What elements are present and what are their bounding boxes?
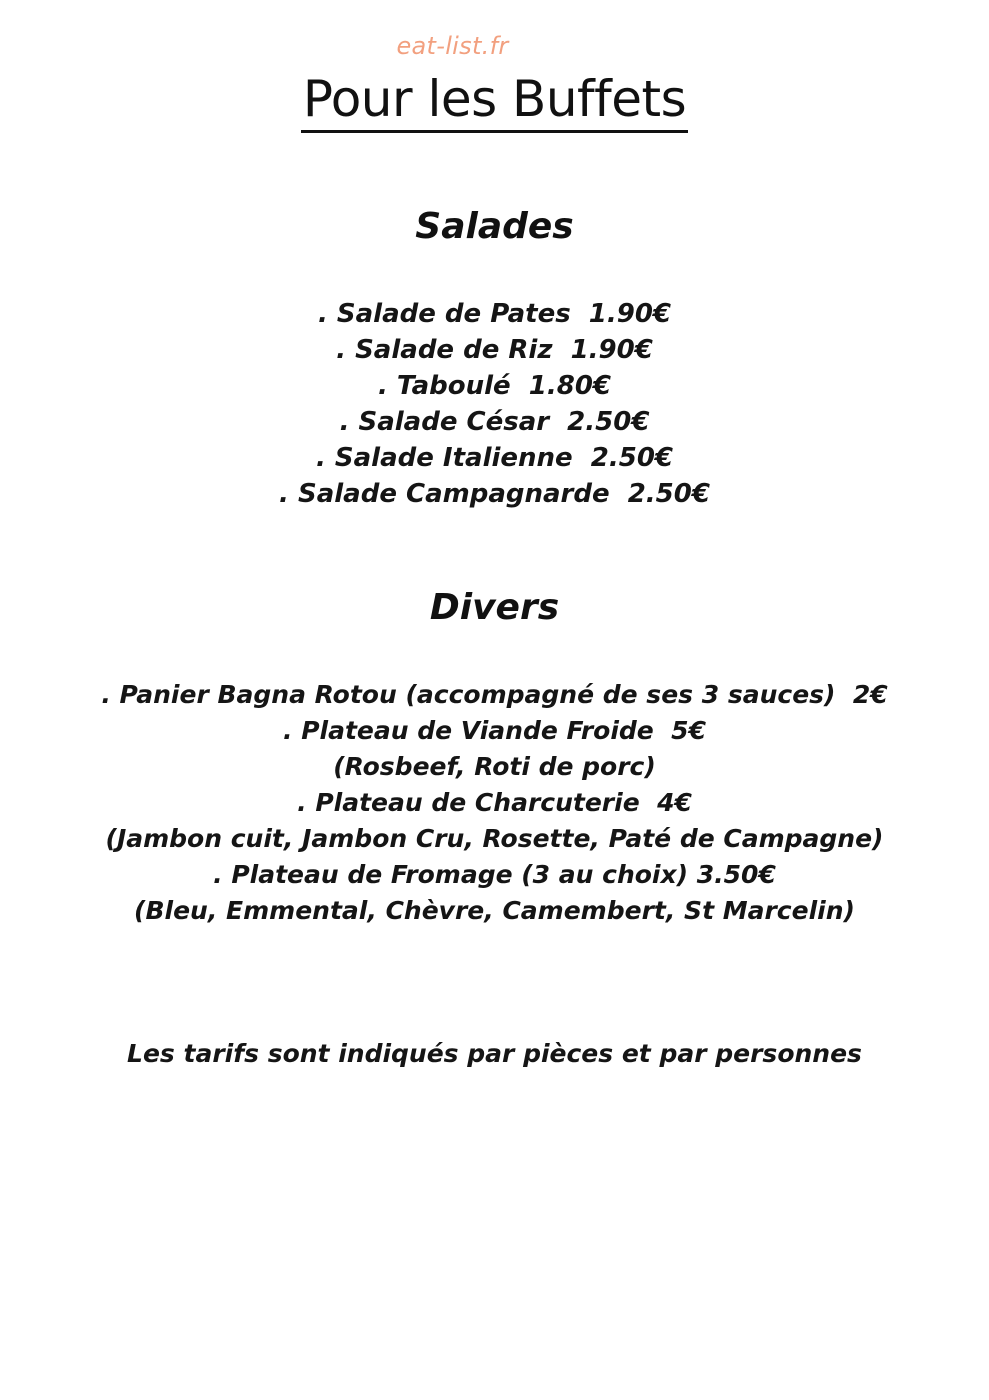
footer-note: Les tarifs sont indiqués par pièces et par personnes xyxy=(127,1039,862,1068)
watermark: eat-list.fr xyxy=(396,32,509,60)
salades-list xyxy=(0,296,989,512)
section-heading-salades: Salades xyxy=(415,206,574,247)
list-item: . Salade de Riz 1.90€ xyxy=(336,335,653,365)
list-item: . Salade César 2.50€ xyxy=(339,407,650,437)
list-item: . Plateau de Fromage (3 au choix) 3.50€ xyxy=(213,860,776,889)
list-item-detail: (Rosbeef, Roti de porc) xyxy=(333,752,656,781)
list-item: . Salade de Pates 1.90€ xyxy=(317,299,672,329)
page-title xyxy=(0,68,989,133)
section-heading-divers: Divers xyxy=(429,587,560,628)
list-item: . Salade Italienne 2.50€ xyxy=(315,443,674,473)
list-item-detail: (Jambon cuit, Jambon Cru, Rosette, Paté de Campagne) xyxy=(105,824,884,853)
list-item: . Taboulé 1.80€ xyxy=(378,371,611,401)
page-title-text: Pour les Buffets xyxy=(301,68,688,133)
list-item: . Plateau de Charcuterie 4€ xyxy=(297,788,692,817)
list-item: . Plateau de Viande Froide 5€ xyxy=(283,716,706,745)
list-item: . Panier Bagna Rotou (accompagné de ses 3 sauces) 2€ xyxy=(101,680,888,709)
divers-list xyxy=(0,677,989,929)
list-item-detail: (Bleu, Emmental, Chèvre, Camembert, St Marcelin) xyxy=(134,896,855,925)
list-item: . Salade Campagnarde 2.50€ xyxy=(279,479,710,509)
